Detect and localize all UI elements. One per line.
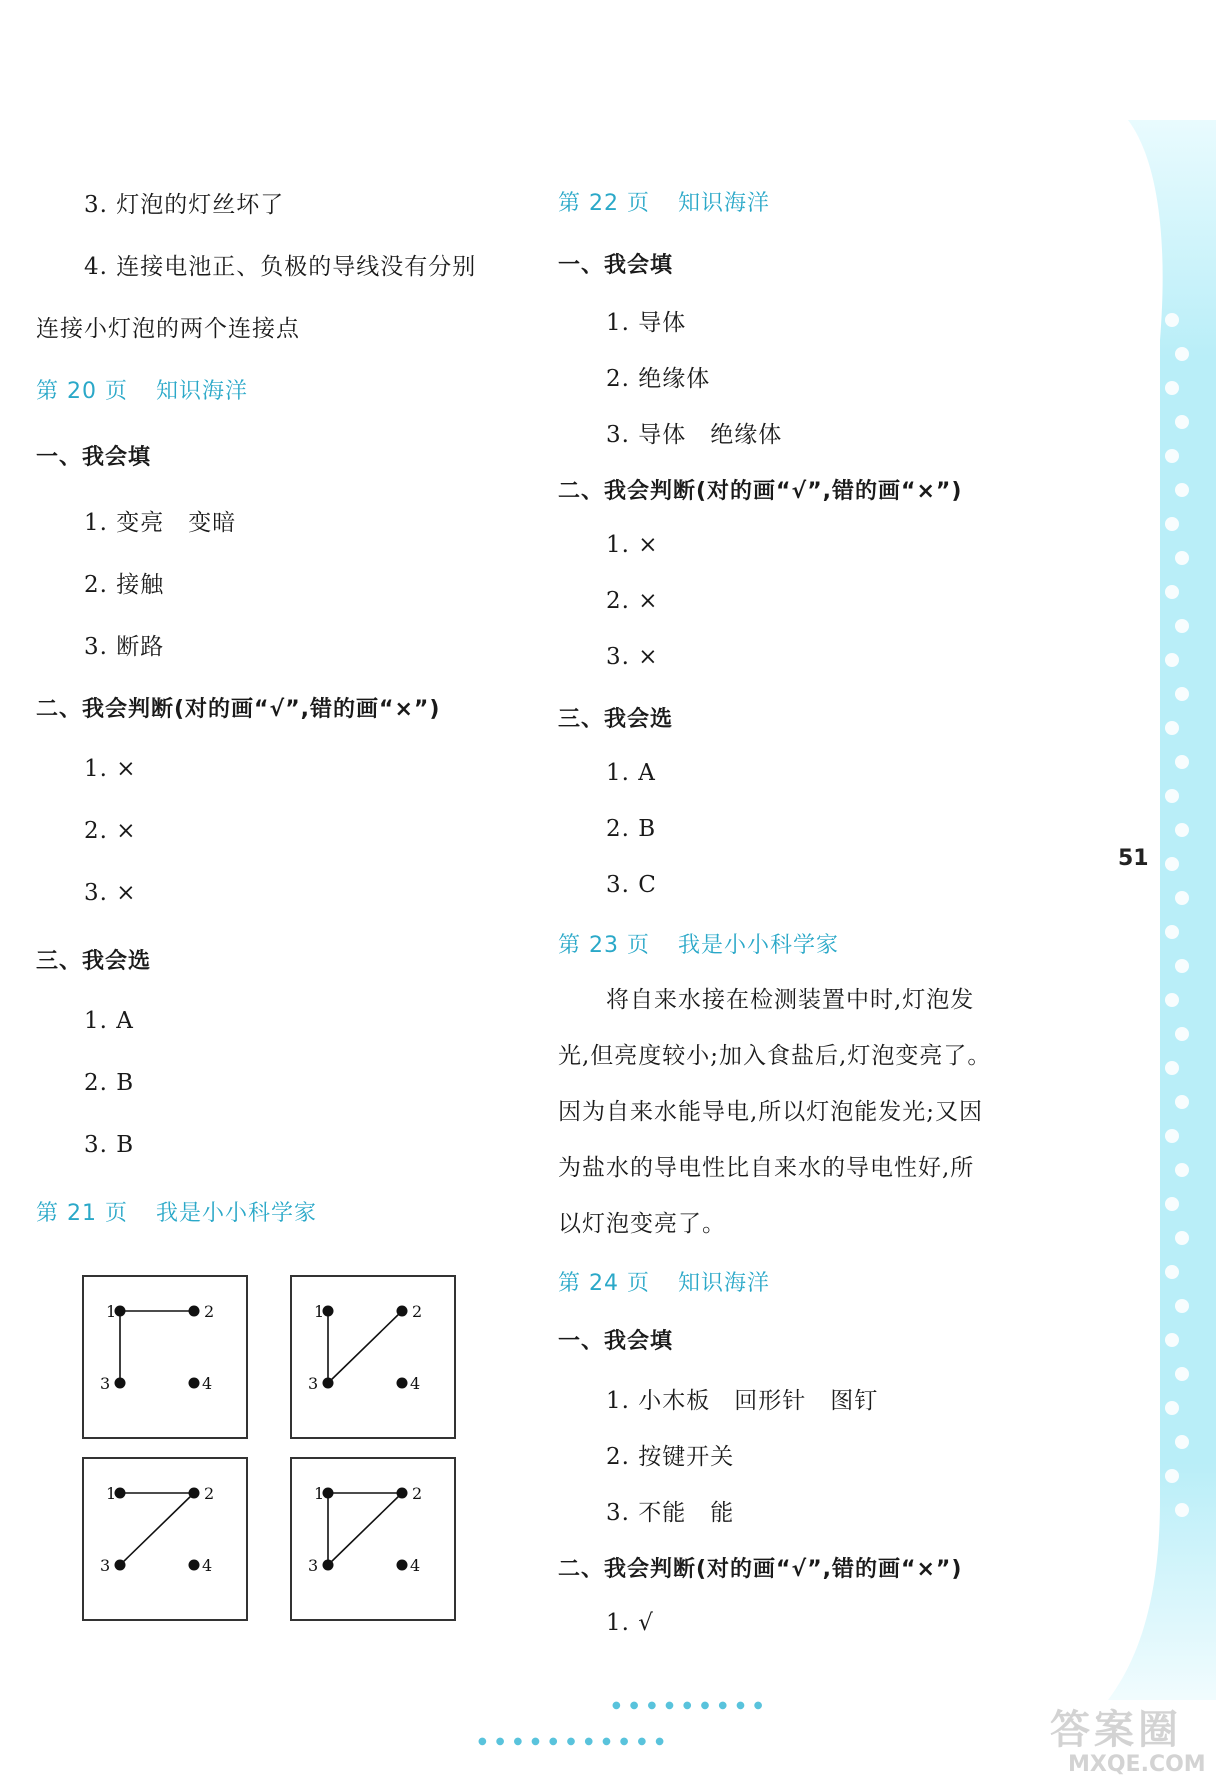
answer-line: 1. √ xyxy=(606,1610,654,1636)
connection-wire xyxy=(328,1311,402,1383)
answer-line: 2. × xyxy=(84,818,137,844)
connection-point xyxy=(115,1560,126,1571)
circuit-diagram-svg xyxy=(84,1459,246,1619)
explanation-paragraph xyxy=(558,972,991,1252)
connection-point xyxy=(323,1378,334,1389)
point-label: 1 xyxy=(106,1484,117,1503)
point-label: 4 xyxy=(410,1374,421,1393)
answer-line: 1. A xyxy=(84,1008,134,1034)
judge-heading: 二、我会判断(对的画“√”,错的画“×”) xyxy=(558,479,963,504)
point-label: 3 xyxy=(308,1374,319,1393)
answer-line: 1. × xyxy=(84,756,137,782)
watermark-url: MXQE.COM xyxy=(1068,1752,1206,1777)
choose-heading: 三、我会选 xyxy=(36,949,152,974)
connection-point xyxy=(189,1560,200,1571)
section-page-heading xyxy=(558,928,839,959)
answer-line: 2. × xyxy=(606,588,659,614)
answer-line: 3. × xyxy=(84,880,137,906)
section-topic: 我是小小科学家 xyxy=(677,933,839,958)
point-label: 4 xyxy=(410,1556,421,1575)
answer-line: 2. 按键开关 xyxy=(606,1444,735,1470)
section-page-heading xyxy=(558,1266,770,1297)
answer-line: 3. 断路 xyxy=(84,634,165,660)
judge-heading: 二、我会判断(对的画“√”,错的画“×”) xyxy=(36,697,441,722)
point-label: 1 xyxy=(314,1484,325,1503)
page-ref: 第 20 页 xyxy=(36,379,128,404)
answer-line: 3. 灯泡的灯丝坏了 xyxy=(84,192,285,218)
section-page-heading xyxy=(558,186,770,217)
connection-point xyxy=(115,1378,126,1389)
circuit-diagram xyxy=(290,1275,456,1439)
point-label: 2 xyxy=(412,1484,423,1503)
answer-line: 3. 不能 能 xyxy=(606,1500,735,1526)
connection-point xyxy=(189,1488,200,1499)
page-ref: 第 23 页 xyxy=(558,933,650,958)
point-label: 4 xyxy=(202,1374,213,1393)
page-ref: 第 21 页 xyxy=(36,1201,128,1226)
answer-line: 3. 导体 绝缘体 xyxy=(606,422,783,448)
answer-line: 3. × xyxy=(606,644,659,670)
fill-heading: 一、我会填 xyxy=(36,445,152,470)
judge-heading: 二、我会判断(对的画“√”,错的画“×”) xyxy=(558,1557,963,1582)
point-label: 4 xyxy=(202,1556,213,1575)
fill-heading: 一、我会填 xyxy=(558,253,674,278)
circuit-diagram xyxy=(290,1457,456,1621)
page-number: 51 xyxy=(1118,846,1149,871)
section-topic: 我是小小科学家 xyxy=(155,1201,317,1226)
answer-line: 1. A xyxy=(606,760,656,786)
choose-heading: 三、我会选 xyxy=(558,707,674,732)
connection-point xyxy=(189,1378,200,1389)
answer-line: 1. × xyxy=(606,532,659,558)
answer-line: 2. 接触 xyxy=(84,572,165,598)
circuit-diagram-svg xyxy=(84,1277,246,1437)
circuit-diagram xyxy=(82,1457,248,1621)
answer-line: 2. B xyxy=(84,1070,135,1096)
decorative-dots: ●●●●●●●●● xyxy=(612,1700,772,1711)
connection-point xyxy=(397,1488,408,1499)
point-label: 1 xyxy=(314,1302,325,1321)
connection-point xyxy=(189,1306,200,1317)
circuit-diagram-svg xyxy=(292,1459,454,1619)
point-label: 3 xyxy=(308,1556,319,1575)
answer-line: 1. 小木板 回形针 图钉 xyxy=(606,1388,879,1414)
decorative-page-edge xyxy=(1068,120,1216,1700)
section-page-heading xyxy=(36,1196,317,1227)
connection-point xyxy=(397,1560,408,1571)
answer-line: 连接小灯泡的两个连接点 xyxy=(36,316,300,342)
point-label: 3 xyxy=(100,1374,111,1393)
watermark xyxy=(1050,1698,1206,1788)
paragraph-line: 以灯泡变亮了。 xyxy=(558,1211,726,1237)
connection-point xyxy=(397,1378,408,1389)
paragraph-line: 因为自来水能导电,所以灯泡能发光;又因 xyxy=(558,1099,984,1125)
section-topic: 知识海洋 xyxy=(677,1271,770,1296)
page-ref: 第 24 页 xyxy=(558,1271,650,1296)
decorative-dots: ●●●●●●●●●●● xyxy=(478,1736,673,1747)
point-label: 2 xyxy=(204,1484,215,1503)
answer-line: 3. B xyxy=(84,1132,135,1158)
paragraph-line: 将自来水接在检测装置中时,灯泡发 xyxy=(558,987,975,1013)
point-label: 2 xyxy=(204,1302,215,1321)
connection-point xyxy=(397,1306,408,1317)
answer-line: 1. 变亮 变暗 xyxy=(84,510,237,536)
answer-line: 2. 绝缘体 xyxy=(606,366,711,392)
answer-line: 2. B xyxy=(606,816,657,842)
fill-heading: 一、我会填 xyxy=(558,1329,674,1354)
connection-wire xyxy=(120,1493,194,1565)
section-page-heading xyxy=(36,374,248,405)
paragraph-line: 光,但亮度较小;加入食盐后,灯泡变亮了。 xyxy=(558,1043,992,1069)
page-ref: 第 22 页 xyxy=(558,191,650,216)
watermark-text: 答案圈 xyxy=(1050,1707,1182,1753)
point-label: 3 xyxy=(100,1556,111,1575)
answer-line: 3. C xyxy=(606,872,657,898)
answer-line: 1. 导体 xyxy=(606,310,687,336)
circuit-diagram-svg xyxy=(292,1277,454,1437)
point-label: 1 xyxy=(106,1302,117,1321)
paragraph-line: 为盐水的导电性比自来水的导电性好,所 xyxy=(558,1155,975,1181)
section-topic: 知识海洋 xyxy=(155,379,248,404)
point-label: 2 xyxy=(412,1302,423,1321)
circuit-diagram xyxy=(82,1275,248,1439)
connection-wire xyxy=(328,1493,402,1565)
connection-point xyxy=(323,1560,334,1571)
answer-line: 4. 连接电池正、负极的导线没有分别 xyxy=(84,254,477,280)
section-topic: 知识海洋 xyxy=(677,191,770,216)
